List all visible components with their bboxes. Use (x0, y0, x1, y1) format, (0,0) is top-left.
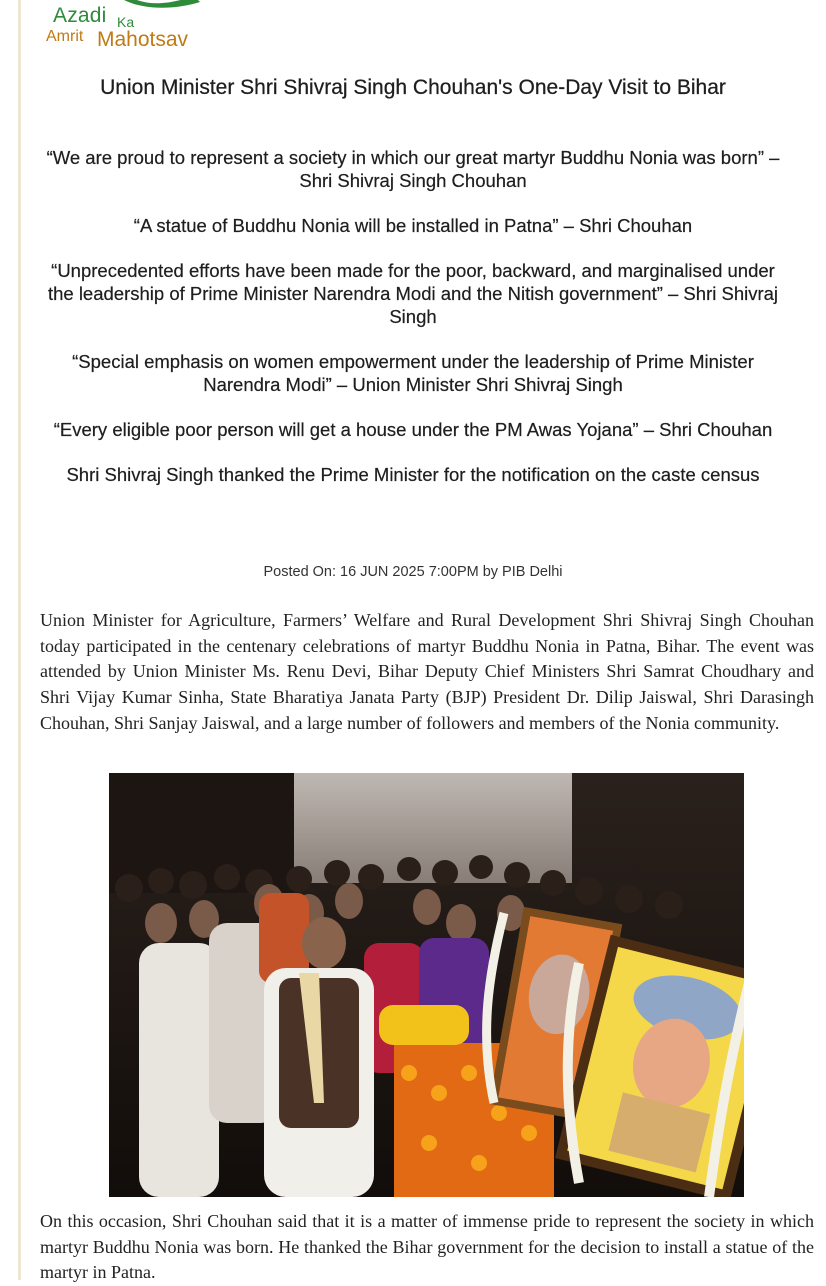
highlight-item: “Special emphasis on women empowerment under the leadership of Prime Minister Narendra Modi” – Union Minister Shri Shivraj Singh (72, 351, 754, 395)
highlight-item: “Unprecedented efforts have been made for the poor, backward, and marginalised under the leadership of Prime Minister Narendra Modi and the Nitish government” – Shri Shivraj Singh (47, 260, 779, 327)
highlight-item: “A statue of Buddhu Nonia will be installed in Patna” – Shri Chouhan (133, 215, 693, 236)
left-margin-rule (18, 0, 21, 1280)
page-title: Union Minister Shri Shivraj Singh Chouhan's One-Day Visit to Bihar (100, 76, 726, 99)
body-paragraph: Union Minister for Agriculture, Farmers’ Welfare and Rural Development Shri Shivraj Singh Chouhan today participated in the centenary celebrations of martyr Buddhu Nonia in Patna, Bihar. The event was attended by Union Minister Ms. Renu Devi, Bihar Deputy Chief Ministers Shri Samrat Choudhary and Shri Vijay Kumar Sinha, State Bharatiya Janata Party (BJP) President Dr. Dilip Jaiswal, Shri Darasingh Chouhan, Shri Sanjay Jaiswal, and a large number of followers and members of the Nonia community. (40, 610, 814, 733)
highlights-list (36, 146, 790, 508)
event-photo-illustration (109, 773, 744, 1197)
body-paragraph: On this occasion, Shri Chouhan said that it is a matter of immense pride to represent the society in which martyr Buddhu Nonia was born. He thanked the Bihar government for the decision to install a statue of the martyr in Patna. (40, 1211, 814, 1283)
highlight-item: “We are proud to represent a society in which our great martyr Buddhu Nonia was born” – Shri Shivraj Singh Chouhan (46, 147, 780, 191)
logo-text-mahotsav: Mahotsav (97, 28, 189, 51)
logo-text-amrit: Amrit (46, 28, 84, 45)
highlight-item: Shri Shivraj Singh thanked the Prime Minister for the notification on the caste census (66, 464, 760, 485)
highlight-item: “Every eligible poor person will get a house under the PM Awas Yojana” – Shri Chouhan (53, 419, 773, 440)
posted-on-line: Posted On: 16 JUN 2025 7:00PM by PIB Delhi (263, 564, 563, 580)
logo-text-ka: Ka (117, 14, 135, 30)
logo-text-azadi: Azadi (53, 4, 107, 27)
azadi-ka-amrit-mahotsav-logo (44, 0, 244, 56)
event-photo (109, 773, 744, 1197)
logo-swoosh-icon (104, 0, 204, 10)
